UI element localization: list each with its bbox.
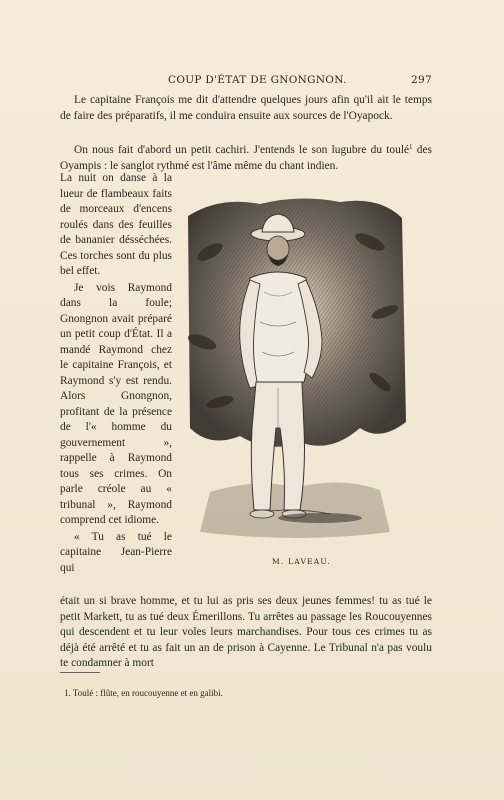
footnote-text: Toulé : flûte, en roucouyenne et en galibi. <box>72 688 223 698</box>
column-paragraph-1: La nuit on danse à la lueur de flambeaux faits de morceaux d'encens roulés dans des feuilles de bananier désséchées. Ces torches sont du plus bel effet. <box>60 172 172 277</box>
footnote <box>64 688 223 698</box>
running-title: COUP D'ÉTAT DE GNONGNON. <box>168 74 347 86</box>
narrow-text-column <box>60 171 172 576</box>
footnote-rule <box>60 672 100 673</box>
illustration-caption: M. LAVEAU. <box>272 557 331 566</box>
paragraph-1: Le capitaine François me dit d'attendre quelques jours afin qu'il ait le temps de faire des préparatifs, il me conduira ensuite aux sources de l'Oyapock. <box>60 94 432 122</box>
paragraph-2 <box>60 140 432 174</box>
footnote-reference: 1 <box>409 143 413 151</box>
page-number: 297 <box>411 74 432 86</box>
column-paragraph-2: Je vois Raymond dans la foule; Gnongnon avait préparé un petit coup d'État. Il a mandé Raymond chez le capitaine François, et Raymond s'y est rendu. Alors Gnongnon, profitant de la présence de l'« homme du gouvernement », rappelle à Raymond tous ses crimes. On parle créole au « tribunal », Raymond comprend cet idiome. <box>60 281 172 526</box>
portrait-engraving <box>180 192 410 544</box>
paragraph-2-text-b: des Oyampis : le sanglot rythmé est l'âme même du chant indien. <box>60 144 432 172</box>
paragraph-continued: était un si brave homme, et tu lui as pris ses deux jeunes femmes! tu as tué le petit Markett, tu as tué deux Émerillons. Tu arrêtes au passage les Roucouyennes qui descendent et tu leur voles leurs marchandises. Pour tous ces crimes tu as déjà été arrêté et tu as fait un an de prison à Cayenne. Le Tribunal n'a pas voulu te condamner à mort <box>60 595 432 669</box>
paragraph-2-text-a: On nous fait d'abord un petit cachiri. J'entends le son lugubre du toulé <box>74 144 410 156</box>
column-paragraph-3: « Tu as tué le capitaine Jean-Pierre qui <box>60 530 172 574</box>
engraving-figure <box>180 192 410 544</box>
footnote-number: 1. <box>64 688 71 698</box>
